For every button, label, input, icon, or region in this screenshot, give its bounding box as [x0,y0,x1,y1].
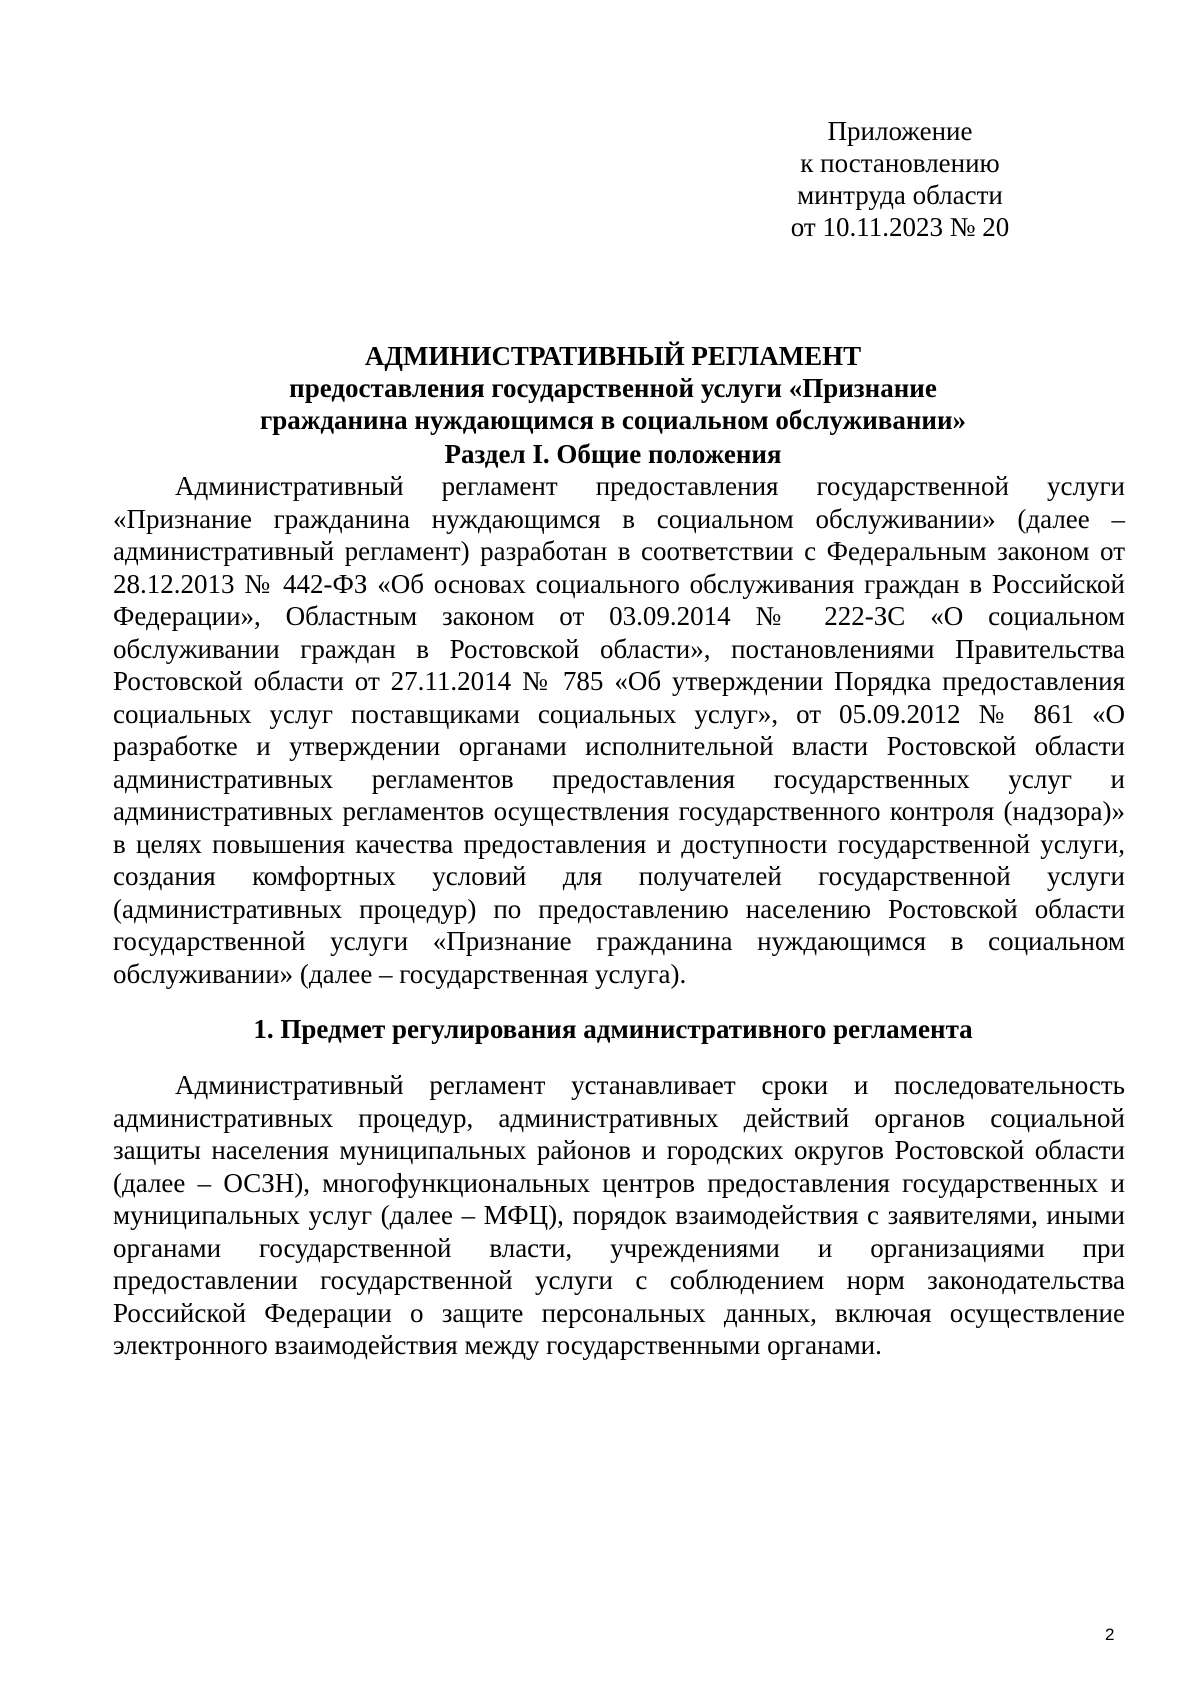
section-heading: Раздел I. Общие положения [444,439,782,469]
document-title: АДМИНИСТРАТИВНЫЙ РЕГЛАМЕНТ [364,341,862,371]
appendix-line-1: Приложение [827,116,973,146]
appendix-line-2: к постановлению [800,148,1000,178]
appendix-line-4: от 10.11.2023 № 20 [790,212,1010,242]
document-subtitle-line-1: предоставления государственной услуги «Признание [289,373,937,403]
appendix-block [760,115,1040,243]
subsection-heading: 1. Предмет регулирования административного регламента [253,1014,973,1044]
document-subtitle-line-2: гражданина нуждающимся в социальном обслуживании» [259,405,967,435]
title-block [113,340,1113,436]
appendix-line-3: минтруда области [797,180,1003,210]
subsection-paragraph: Административный регламент устанавливает сроки и последовательность административных процедур, административных действий органов социальной защиты населения муниципальных районов и городских округов Ростовской области (далее – ОСЗН), многофункциональных центров предоставления государственных и муниципальных услуг (далее – МФЦ), порядок взаимодействия с заявителями, иными органами государственной власти, учреждениями и организациями при предоставлении государственной услуги с соблюдением норм законодательства Российской Федерации о защите персональных данных, включая осуществление электронного взаимодействия между государственными органами. [113,1070,1125,1360]
page-number: 2 [1105,1625,1115,1644]
section-paragraph: Административный регламент предоставления государственной услуги «Признание гражданина нуждающимся в социальном обслуживании» (далее – административный регламент) разработан в соответствии с Федеральным законом от 28.12.2013 № 442-ФЗ «Об основах социального обслуживания граждан в Российской Федерации», Областным законом от 03.09.2014 № 222-ЗС «О социальном обслуживании граждан в Ростовской области», постановлениями Правительства Ростовской области от 27.11.2014 № 785 «Об утверждении Порядка предоставления социальных услуг поставщиками социальных услуг», от 05.09.2012 № 861 «О разработке и утверждении органами исполнительной власти Ростовской области административных регламентов предоставления государственных услуг и административных регламентов осуществления государственного контроля (надзора)» в целях повышения качества предоставления и доступности государственной услуги, создания комфортных условий для получателей государственной услуги (административных процедур) по предоставлению населению Ростовской области государственной услуги «Признание гражданина нуждающимся в социальном обслуживании» (далее – государственная услуга). [113,471,1125,989]
